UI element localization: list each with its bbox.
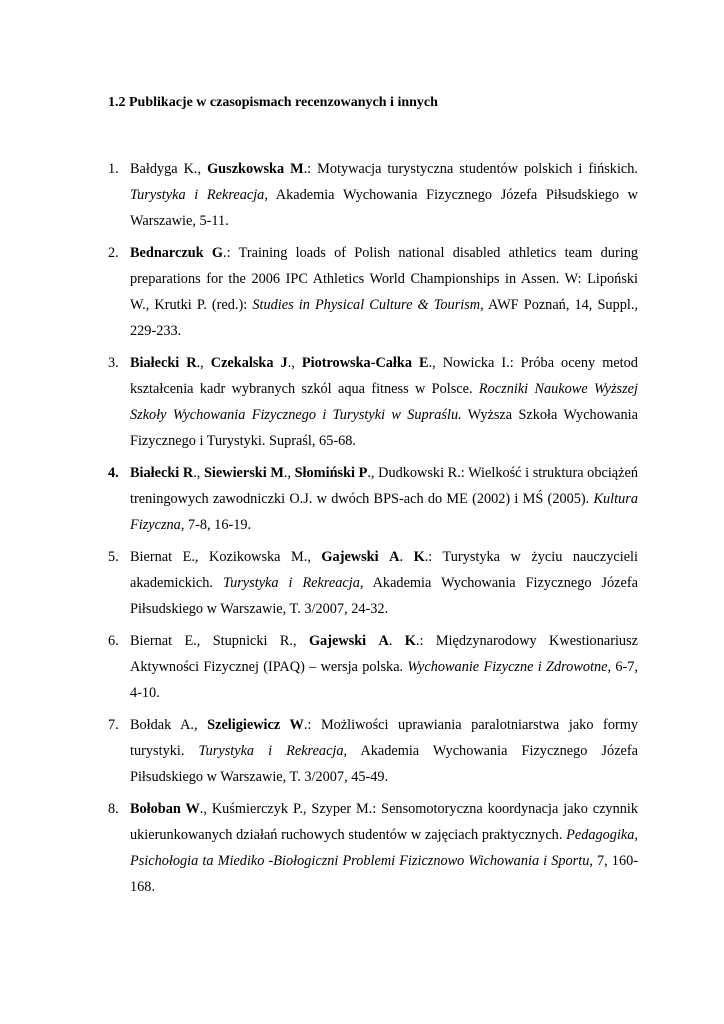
reference-item	[108, 240, 638, 344]
reference-text: .	[399, 549, 414, 565]
reference-text: , Akademia Wychowania Fizycznego Józefa Piłsudskiego w Warszawie, 5-11.	[130, 187, 638, 229]
reference-text: .: Międzynarodowy Kwestionariusz Aktywności Fizycznej (IPAQ) – wersja polska.	[130, 633, 638, 675]
reference-item	[108, 628, 638, 706]
author-name: Siewierski M	[203, 465, 284, 481]
journal-title: Kultura Fizyczna	[130, 491, 638, 533]
author-name: Gajewski	[321, 549, 379, 565]
author-name: Piotrowska-Całka E	[301, 355, 429, 371]
journal-title: Wychowanie Fizyczne i Zdrowotne	[407, 659, 608, 675]
author-name: K	[413, 549, 425, 565]
reference-text: ., Dudkowski R.: Wielkość i struktura obciążeń treningowych zawodniczki O.J. w dwóch BPS-ach do ME (2002) i MŚ (2005).	[130, 465, 638, 507]
journal-title: Turystyka i Rekreacja,	[198, 743, 348, 759]
author-name: Gajewski	[308, 633, 367, 649]
journal-title: Turystyka i Rekreacja	[222, 575, 360, 591]
author-name: Słomiński P	[294, 465, 368, 481]
reference-number: 2.	[108, 245, 119, 261]
section-title: 1.2 Publikacje w czasopismach recenzowanych i innych	[108, 95, 438, 110]
reference-text: .: Motywacja turystyczna studentów polskich i fińskich.	[303, 161, 638, 177]
author-name: Bednarczuk G	[130, 245, 224, 261]
reference-text: Biernat E., Stupnicki R.,	[130, 633, 309, 649]
reference-number: 1.	[108, 161, 119, 177]
reference-number: 7.	[108, 717, 119, 733]
reference-item	[108, 156, 638, 234]
author-name: Białecki R	[130, 465, 194, 481]
reference-text	[379, 549, 390, 565]
author-name: Białecki R	[130, 355, 197, 371]
reference-item	[108, 460, 638, 538]
reference-item	[108, 544, 638, 622]
author-name: Czekalska J	[210, 355, 288, 371]
reference-text: Bałdyga K.,	[130, 161, 208, 177]
reference-text: , 7-8, 16-19.	[180, 517, 252, 533]
reference-text: .,	[193, 465, 204, 481]
reference-text: .: Możliwości uprawiania paralotniarstwa jako formy turystyki.	[130, 717, 638, 759]
reference-number: 3.	[108, 355, 119, 371]
reference-text: .,	[196, 355, 211, 371]
reference-text: .: Turystyka w życiu nauczycieli akademickich.	[130, 549, 638, 591]
reference-text: .	[388, 633, 405, 649]
author-name: K	[404, 633, 416, 649]
author-name: Bołoban W	[130, 801, 200, 817]
author-name: Szeligiewicz W	[207, 717, 304, 733]
reference-text: ., Kuśmierczyk P., Szyper M.: Sensomotoryczna koordynacja jako czynnik ukierunkowanych działań ruchowych studentów w zajęciach praktycznych.	[130, 801, 638, 843]
reference-text: .,	[283, 465, 295, 481]
journal-title: Pedagogika, Psichołogia ta Miediko -Biołogiczni Problemi Fizicznowo Wichowania i Sportu	[130, 827, 638, 869]
reference-number: 8.	[108, 801, 119, 817]
reference-text: .: Training loads of Polish national disabled athletics team during preparations for the 2006 IPC Athletics World Championships in Assen. W: Lipoński W., Krutki P. (red.):	[130, 245, 638, 313]
author-name: A	[389, 549, 400, 565]
reference-number: 6.	[108, 633, 119, 649]
author-name: Guszkowska M	[207, 161, 304, 177]
reference-text: Biernat E., Kozikowska M.,	[130, 549, 322, 565]
journal-title: Roczniki Naukowe Wyższej Szkoły Wychowania Fizycznego i Turystyki w Supraślu.	[130, 381, 638, 423]
journal-title: Studies in Physical Culture & Tourism	[252, 297, 481, 313]
reference-item	[108, 712, 638, 790]
reference-text: , Akademia Wychowania Fizycznego Józefa Piłsudskiego w Warszawie, T. 3/2007, 24-32.	[130, 575, 638, 617]
journal-title: Turystyka i Rekreacja	[130, 187, 265, 203]
reference-number: 4.	[108, 465, 119, 481]
reference-text: Wyższa Szkoła Wychowania Fizycznego i Turystyki. Supraśl, 65-68.	[130, 407, 638, 449]
reference-item	[108, 796, 638, 900]
reference-text: , AWF Poznań, 14, Suppl., 229-233.	[130, 297, 638, 339]
reference-number: 5.	[108, 549, 119, 565]
reference-list	[108, 156, 638, 906]
reference-text: Akademia Wychowania Fizycznego Józefa Piłsudskiego w Warszawie, T. 3/2007, 45-49.	[130, 743, 638, 785]
reference-text: ., Nowicka I.: Próba oceny metod kształcenia kadr wybranych szkól aqua fitness w Polsce.	[130, 355, 638, 397]
reference-text	[366, 633, 378, 649]
reference-text: , 7, 160-168.	[130, 853, 638, 895]
reference-text: , 6-7, 4-10.	[130, 659, 638, 701]
reference-text: Bołdak A.,	[130, 717, 208, 733]
author-name: A	[378, 633, 389, 649]
reference-text: .,	[287, 355, 302, 371]
reference-item	[108, 350, 638, 454]
